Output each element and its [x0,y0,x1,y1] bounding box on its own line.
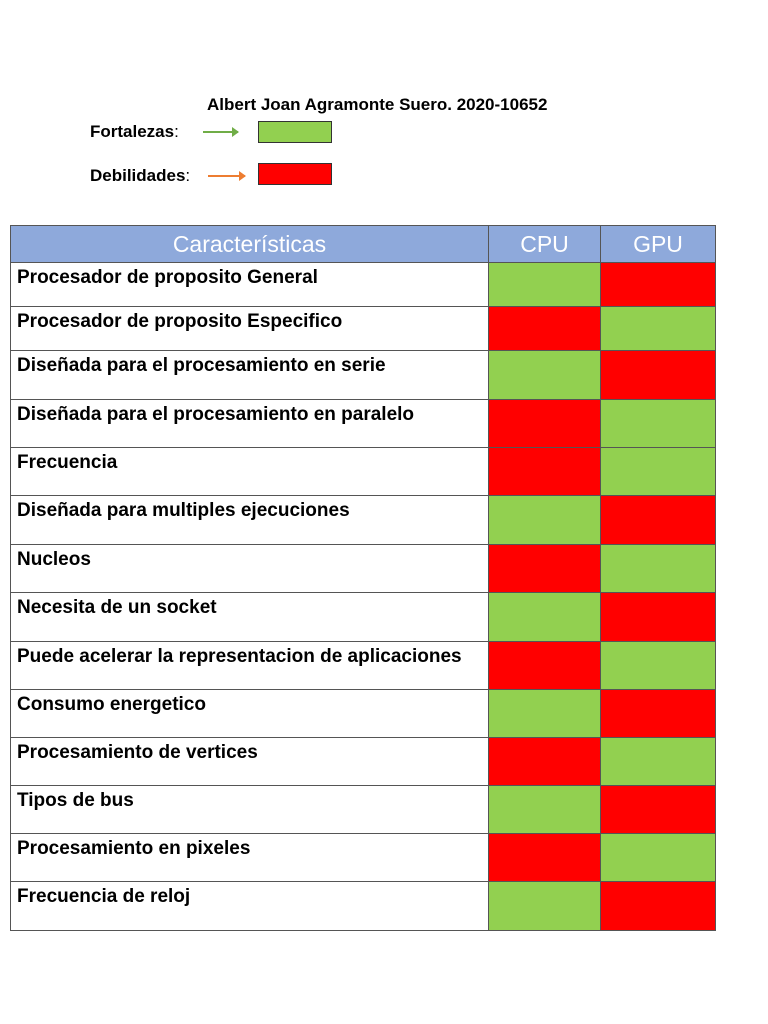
row-label: Frecuencia [11,448,489,496]
gpu-rating-cell [601,448,716,496]
comparison-table [10,225,716,931]
row-label: Procesamiento en pixeles [11,834,489,882]
row-label: Procesamiento de vertices [11,738,489,786]
row-label: Procesador de proposito Especifico [11,307,489,351]
row-label: Diseñada para el procesamiento en paralelo [11,400,489,448]
cpu-rating-cell [489,834,601,882]
cpu-rating-cell [489,545,601,593]
gpu-rating-cell [601,834,716,882]
table-header-row [11,226,716,263]
row-label: Diseñada para el procesamiento en serie [11,351,489,400]
gpu-rating-cell [601,496,716,545]
row-label: Procesador de proposito General [11,263,489,307]
cpu-rating-cell [489,642,601,690]
row-label: Tipos de bus [11,786,489,834]
cpu-rating-cell [489,786,601,834]
row-label: Frecuencia de reloj [11,882,489,931]
gpu-rating-cell [601,307,716,351]
gpu-rating-cell [601,263,716,307]
gpu-rating-cell [601,545,716,593]
table-row [11,448,716,496]
header-cpu: CPU [489,226,601,263]
header-characteristics: Características [11,226,489,263]
legend-strengths-label: Fortalezas: [90,122,179,141]
cpu-rating-cell [489,307,601,351]
table-row [11,263,716,307]
row-label: Necesita de un socket [11,593,489,642]
row-label: Diseñada para multiples ejecuciones [11,496,489,545]
author-title: Albert Joan Agramonte Suero. 2020-10652 [207,95,548,114]
row-label: Nucleos [11,545,489,593]
legend-weaknesses-label: Debilidades: [90,166,191,185]
cpu-rating-cell [489,400,601,448]
gpu-rating-cell [601,351,716,400]
gpu-rating-cell [601,593,716,642]
table-row [11,786,716,834]
gpu-rating-cell [601,882,716,931]
row-label: Consumo energetico [11,690,489,738]
arrow-right-icon [203,131,238,133]
gpu-rating-cell [601,400,716,448]
cpu-rating-cell [489,496,601,545]
weaknesses-color-swatch [258,163,332,185]
cpu-rating-cell [489,593,601,642]
table-row [11,307,716,351]
table-row [11,834,716,882]
table-row [11,882,716,931]
gpu-rating-cell [601,642,716,690]
table-row [11,642,716,690]
table-row [11,593,716,642]
cpu-rating-cell [489,351,601,400]
cpu-rating-cell [489,738,601,786]
cpu-rating-cell [489,690,601,738]
table-row [11,351,716,400]
table-row [11,738,716,786]
table-row [11,496,716,545]
row-label: Puede acelerar la representacion de aplicaciones [11,642,489,690]
header-gpu: GPU [601,226,716,263]
strengths-color-swatch [258,121,332,143]
table-row [11,690,716,738]
gpu-rating-cell [601,786,716,834]
table-row [11,400,716,448]
cpu-rating-cell [489,448,601,496]
arrow-right-icon [208,175,245,177]
gpu-rating-cell [601,690,716,738]
table-row [11,545,716,593]
gpu-rating-cell [601,738,716,786]
cpu-rating-cell [489,882,601,931]
cpu-rating-cell [489,263,601,307]
